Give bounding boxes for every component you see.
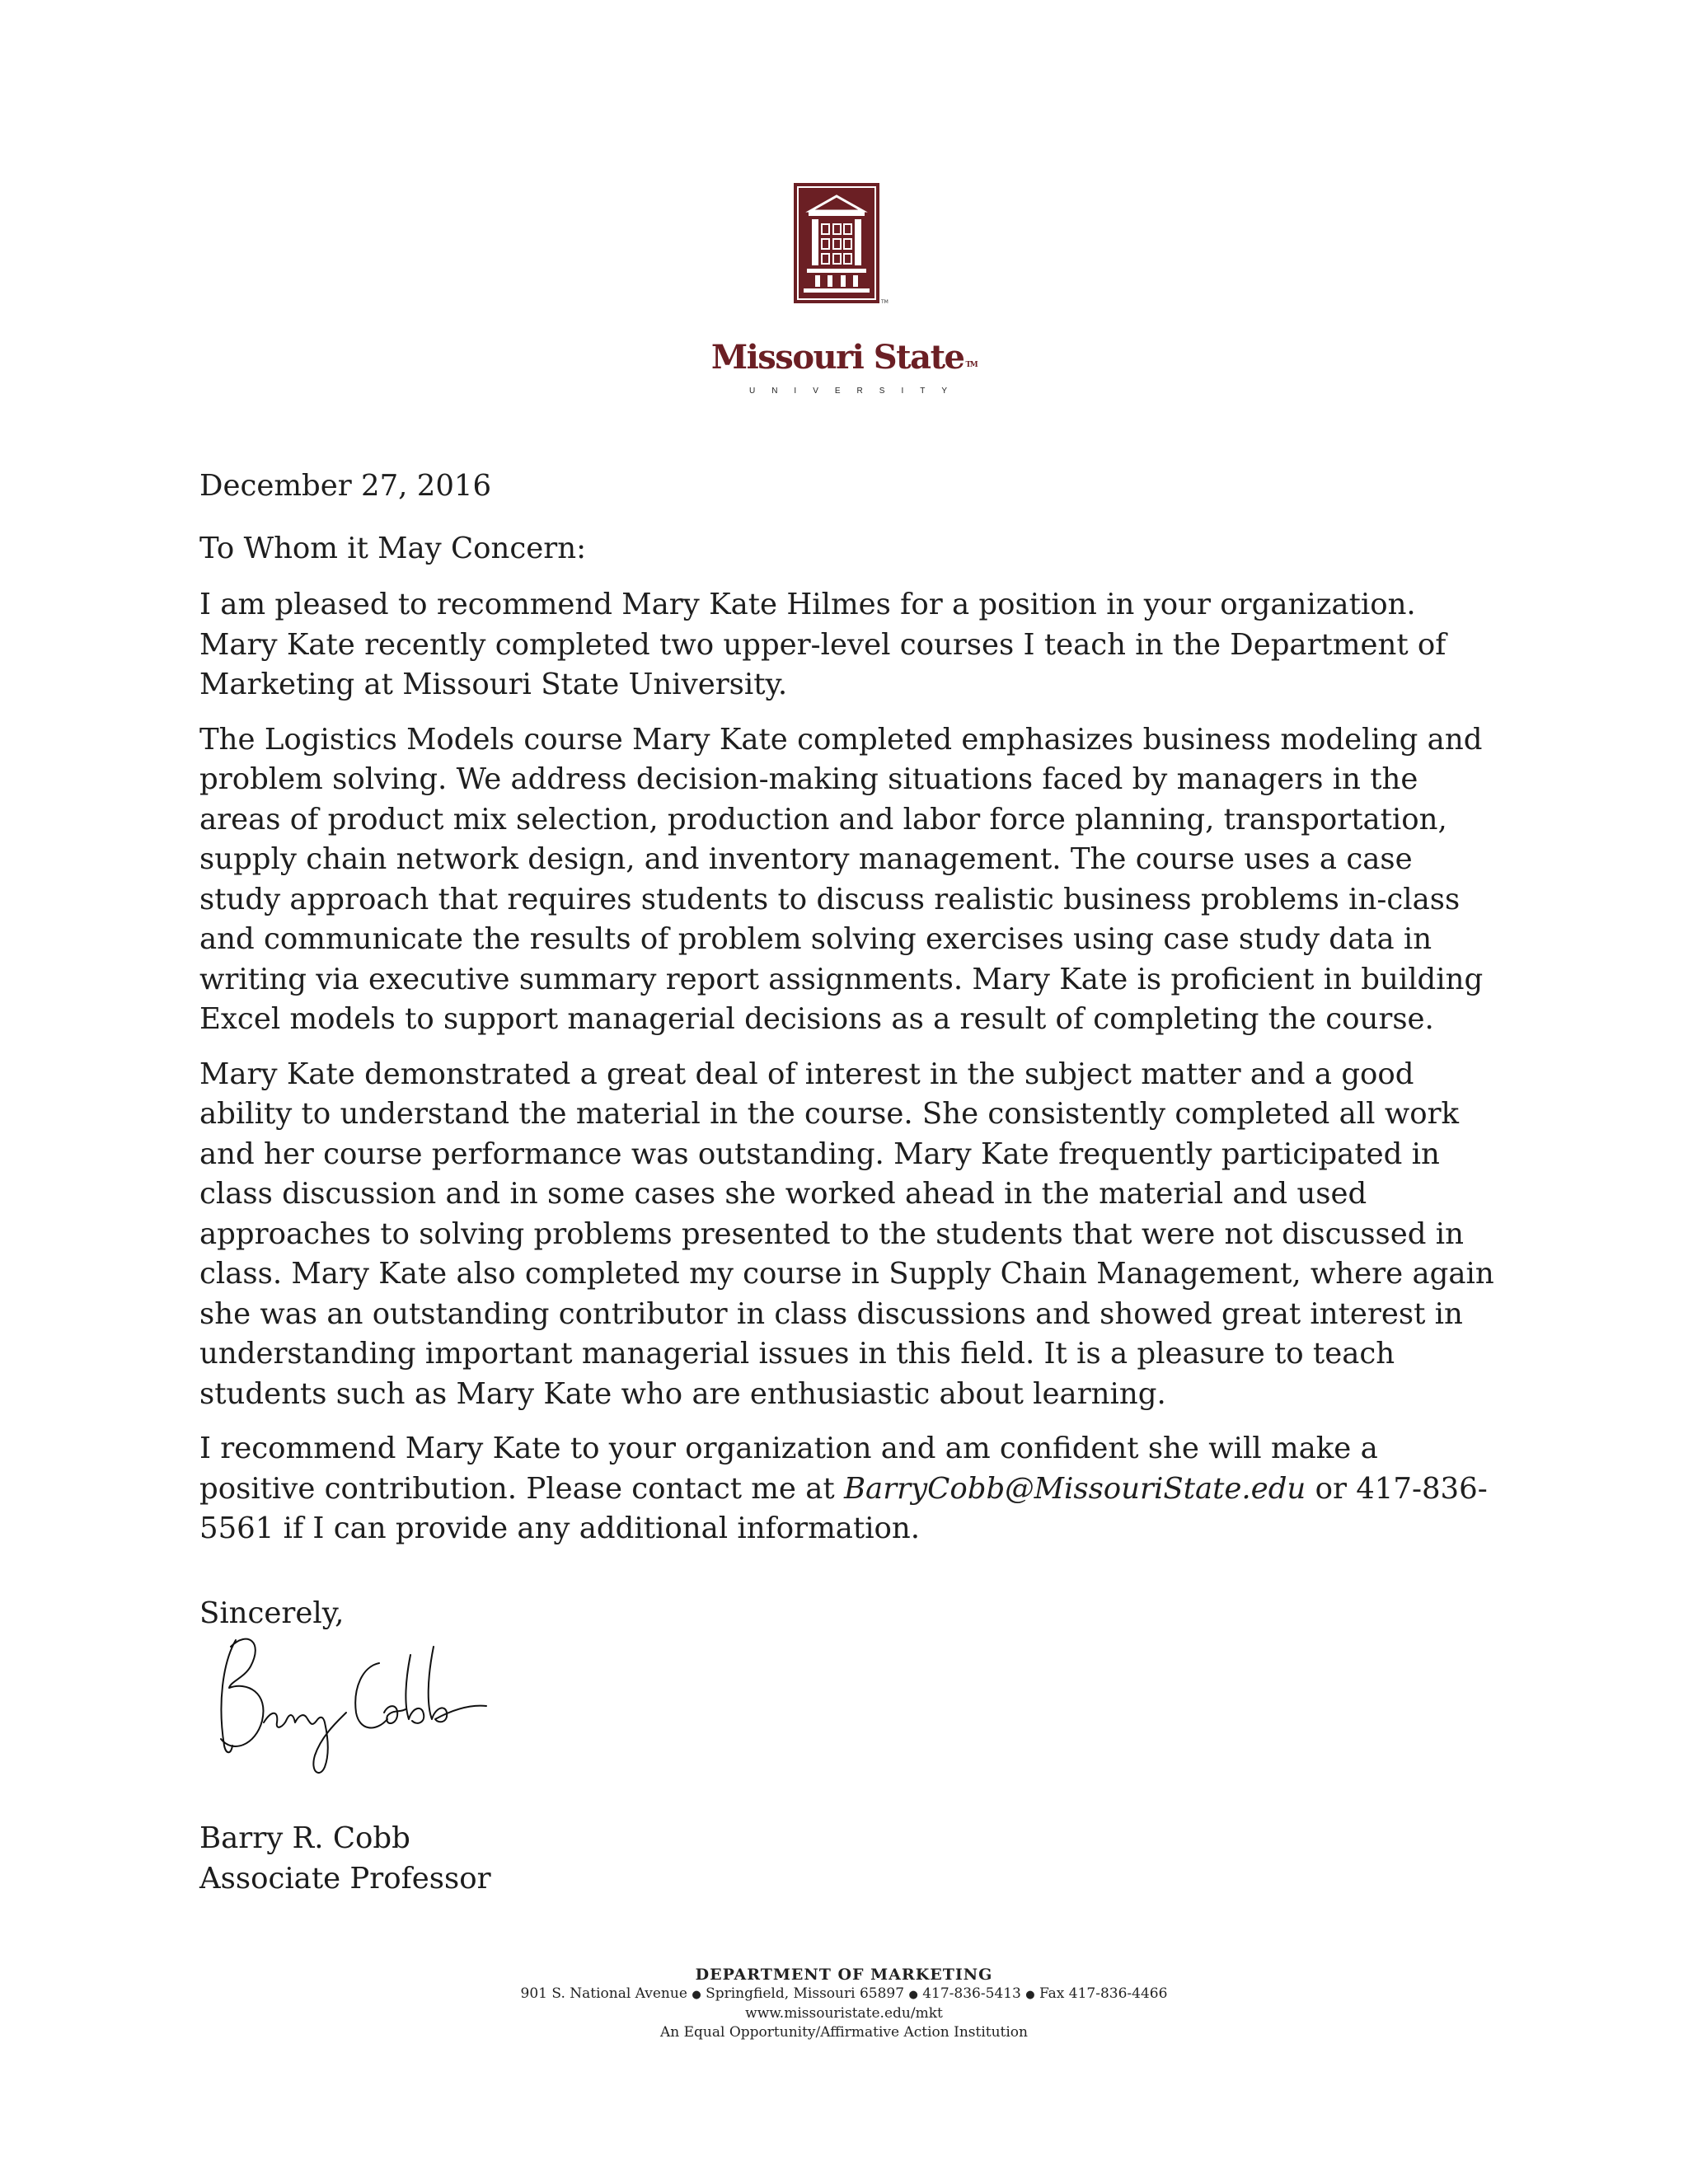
handwritten-signature <box>214 1630 486 1779</box>
bullet-icon: ● <box>1025 1989 1035 2001</box>
footer-phone: 417-836-5413 <box>922 1985 1021 2002</box>
paragraph-3: Mary Kate demonstrated a great deal of interest in the subject matter and a good ability to understand the material in the course. She consistently completed all work and her course performance was outstanding. Mary Kate frequently participated in class discussion and in some cases she worked ahead in the material and used approaches to solving problems presented to the students that were not discussed in class. Mary Kate also completed my course in Supply Chain Management, where again she was an outstanding contributor in class discussions and showed great interest in understanding important managerial issues in this field. It is a pleasure to teach students such as Mary Kate who are enthusiastic about learning. <box>199 1057 1494 1411</box>
paragraph-4 <box>199 1429 1498 1549</box>
letter-date: December 27, 2016 <box>199 469 492 503</box>
missouri-state-seal-icon <box>794 183 889 305</box>
contact-email[interactable]: BarryCobb@MissouriState.edu <box>843 1471 1306 1506</box>
footer-address: 901 S. National Avenue <box>520 1985 687 2002</box>
letterhead-footer <box>0 1966 1688 2042</box>
paragraph-2: The Logistics Models course Mary Kate completed emphasizes business modeling and problem solving. We address decision-making situations faced by managers in the areas of product mix selection, production and labor force planning, transportation, supply chain network design, and inventory management. The course uses a case study approach that requires students to discuss realistic business problems in-class and communicate the results of problem solving exercises using case study data in writing via executive summary report assignments. Mary Kate is proficient in building Excel models to support managerial decisions as a result of completing the course. <box>199 722 1484 1036</box>
bullet-icon: ● <box>692 1989 701 2001</box>
paragraph-4-text-end: or 417-836-5561 if I can provide any additional information. <box>199 1471 1488 1545</box>
paragraph-4-text: I recommend Mary Kate to your organization and am confident she will make a positive contribution. Please contact me at <box>199 1432 1378 1506</box>
footer-city: Springfield, Missouri 65897 <box>706 1985 905 2002</box>
footer-website[interactable]: www.missouristate.edu/mkt <box>745 2005 943 2022</box>
footer-fax: Fax 417-836-4466 <box>1039 1985 1168 2002</box>
closing: Sincerely, <box>199 1596 345 1630</box>
signer-title: Associate Professor <box>199 1862 491 1896</box>
university-subtitle: UNIVERSITY <box>748 387 964 396</box>
university-wordmark <box>0 340 1688 396</box>
letter-body <box>199 466 1498 1564</box>
trademark-symbol: TM <box>965 361 978 369</box>
letterhead <box>0 183 1688 396</box>
salutation: To Whom it May Concern: <box>199 531 587 565</box>
paragraph-1: I am pleased to recommend Mary Kate Hilmes for a position in your organization. Mary Kate recently completed two upper-level courses I teach in the Department of Marketing at Missouri State University. <box>199 588 1447 701</box>
footer-contact-line <box>0 1985 1688 2004</box>
bullet-icon: ● <box>908 1989 918 2001</box>
svg-text:TM: TM <box>881 299 889 305</box>
university-name: Missouri State <box>710 338 964 377</box>
signer-name: Barry R. Cobb <box>199 1821 410 1855</box>
signer-block <box>199 1818 491 1899</box>
footer-statement: An Equal Opportunity/Affirmative Action Institution <box>660 2024 1028 2041</box>
footer-department: DEPARTMENT OF MARKETING <box>695 1966 993 1984</box>
